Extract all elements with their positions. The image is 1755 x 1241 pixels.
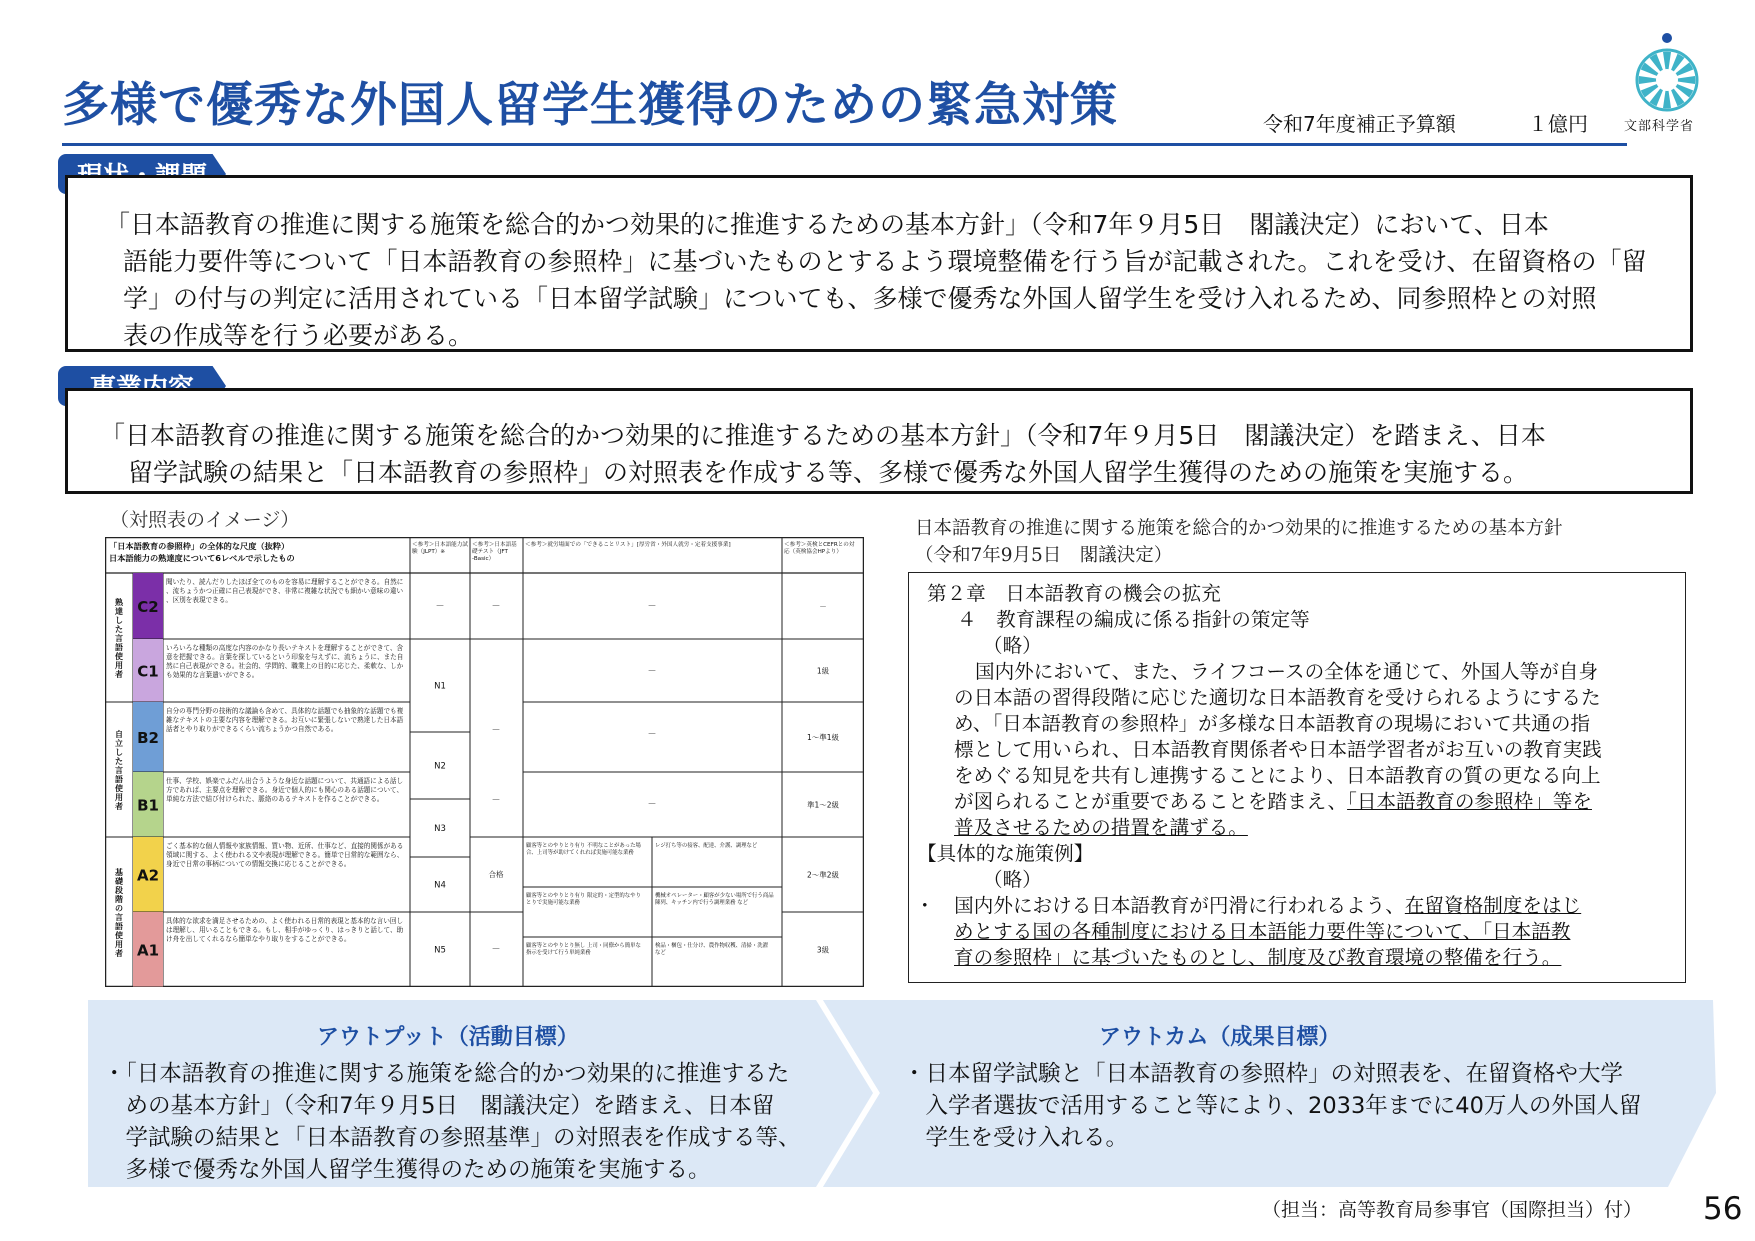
- table-col-header: 験（JLPT）※: [412, 549, 446, 555]
- group-label: 者: [115, 949, 123, 958]
- level-code: B1: [137, 796, 159, 815]
- group-label: 使: [115, 931, 123, 940]
- quote-omitted: （略）: [983, 634, 1042, 657]
- jft-cell: 合格: [488, 870, 504, 879]
- group-label: 自: [115, 730, 123, 739]
- outcome-line: 入学者選抜で活用すること等により、2033年までに40万人の外国人留: [903, 1093, 1642, 1119]
- group-label: し: [115, 616, 123, 625]
- quote-underlined: 普及させるための措置を講ずる。: [954, 816, 1248, 839]
- group-label: 達: [115, 607, 123, 616]
- current-line: 学」の付与の判定に活用されている「日本留学試験」についても、多様で優秀な外国人留学生を受け入れるため、同参照枠との対照: [123, 284, 1597, 313]
- outcome-line: ・日本留学試験と「日本語教育の参照枠」の対照表を、在留資格や大学: [903, 1061, 1624, 1087]
- table-col-header: 礎テスト（JFT: [472, 549, 508, 555]
- level-description: 話者とやり取りができるくらい流ちょうかつ自然である。: [166, 725, 338, 733]
- policy-title-line: 日本語教育の推進に関する施策を総合的かつ効果的に推進するための基本方針: [915, 518, 1563, 539]
- jlpt-cell: N3: [434, 824, 446, 834]
- table-col-header: 応（英検協会HPより）: [784, 549, 842, 555]
- jlpt-cell: N5: [434, 945, 446, 956]
- eiken-cell: 2～準2級: [806, 870, 840, 880]
- work-cell: －: [647, 730, 657, 740]
- business-content-box: [65, 388, 1693, 494]
- group-label: 語: [115, 643, 123, 652]
- level-description: 、区別を表現できる。: [166, 596, 232, 604]
- group-label: 礎: [115, 877, 123, 886]
- work-cell: －: [647, 800, 657, 810]
- quote-bullet: ・ 国内外における日本語教育が円滑に行われるよう、: [915, 894, 1405, 917]
- group-label: 使: [115, 784, 123, 793]
- eiken-cell: 1級: [816, 666, 830, 676]
- level-description: 聞いたり、読んだりしたほぼ全てのものを容易に理解することができる。自然に: [166, 578, 404, 586]
- table-col-header: -Basic）: [472, 556, 495, 562]
- level-description: ごく基本的な個人情報や家族情報、買い物、近所、仕事など、直接的関係がある: [166, 842, 404, 850]
- level-description: も効果的な言葉遣いができる。: [166, 671, 259, 679]
- level-description: 意を把握できる。言葉を探しているという印象を与えずに、流ちょうに、また自: [166, 653, 404, 661]
- current-line: 語能力要件等について「日本語教育の参照枠」に基づいたものとするよう環境整備を行う旨が記載された。これを受け、在留資格の「留: [123, 247, 1647, 276]
- jlpt-cell: －: [435, 602, 445, 612]
- quote-body-line: をめぐる知見を共有し連携することにより、日本語教育の質の更なる向上: [954, 764, 1601, 787]
- level-description: は理解し、用いることもできる。もし、相手がゆっくり、はっきりと話して、助: [166, 926, 404, 934]
- policy-title: [915, 515, 1563, 569]
- table-header-text: 「日本語教育の参照枠」の全体的な尺度（抜粋）: [109, 541, 290, 551]
- output-line: 多様で優秀な外国人留学生獲得のための施策を実施する。: [103, 1157, 711, 1183]
- work-cell: レジ打ち等の接客、配達、介護、調理など: [655, 843, 758, 849]
- group-label: 立: [115, 739, 123, 748]
- table-col-header: ＜参考＞就労場面での「できることリスト」[厚労省・外国人就労・定着支援事業]: [525, 542, 731, 548]
- quote-examples-heading: 【具体的な施策例】: [917, 842, 1094, 865]
- eiken-cell: 1～準1級: [806, 733, 840, 742]
- current-line: 表の作成等を行う必要がある。: [123, 321, 474, 350]
- group-label: の: [115, 904, 123, 913]
- comparison-table-image: [105, 537, 864, 987]
- work-cell: 顧客等とのやりとり無し 上司・同僚から簡単な: [526, 943, 641, 949]
- group-label: 者: [115, 802, 123, 811]
- level-code: B2: [137, 729, 159, 747]
- group-label: 語: [115, 775, 123, 784]
- quote-underlined: めとする国の各種制度における日本語能力要件等について、「日本語教: [954, 920, 1571, 943]
- eiken-cell: －: [819, 602, 827, 611]
- level-code: A2: [136, 866, 160, 885]
- page-number: 56: [1703, 1191, 1743, 1227]
- level-description: 、流ちょうかつ正確に自己表現ができ、非常に複雑な状況でも細かい意味の違い: [166, 587, 404, 595]
- group-label: 用: [115, 661, 123, 670]
- table-col-header: ＜参考＞英検とCEFRとの対: [784, 542, 855, 548]
- level-description: 身近で日常の事柄についての情報交換に応じることができる。: [166, 860, 351, 868]
- work-cell: 機械オペレーター・顧客が少ない場所で行う商品: [655, 893, 774, 899]
- eiken-cell: 準1～2級: [806, 800, 840, 810]
- outcome-line: 学生を受け入れる。: [903, 1125, 1129, 1151]
- level-description: 雑なテキストの主要な内容を理解できる。お互いに緊張しないで熟達した日本語: [166, 716, 404, 724]
- quote-chapter: 第２章 日本語教育の機会の拡充: [927, 582, 1221, 605]
- level-description: 方であれば、主要点を理解できる。身近で個人的にも関心のある話題について、: [166, 786, 404, 794]
- group-label: 基: [115, 868, 123, 877]
- group-label: し: [115, 748, 123, 757]
- business-line: 留学試験の結果と「日本語教育の参照枠」の対照表を作成する等、多様で優秀な外国人留学生獲得のための施策を実施する。: [128, 458, 1529, 487]
- work-cell: とりで実施可能な業務: [526, 900, 580, 906]
- work-cell: など: [655, 950, 666, 956]
- budget-value: １億円: [1528, 112, 1588, 136]
- quote-underlined: 育の参照枠」に基づいたものとし、制度及び教育環境の整備を行う。: [954, 946, 1562, 969]
- output-title: アウトプット（活動目標）: [317, 1025, 579, 1050]
- group-label: た: [115, 625, 123, 634]
- group-label: 使: [115, 652, 123, 661]
- group-label: 階: [115, 895, 123, 904]
- jft-cell: －: [491, 602, 501, 612]
- output-line: めの基本方針」（令和7年９月5日 閣議決定）を踏まえ、日本留: [103, 1093, 775, 1119]
- policy-quote-box: [908, 572, 1686, 983]
- work-cell: 合、上司等が助けてくれれば実施可能な業務: [526, 850, 634, 856]
- group-label: 用: [115, 793, 123, 802]
- output-panel: [88, 1000, 848, 1187]
- group-label: 段: [115, 886, 123, 895]
- current-line: 「日本語教育の推進に関する施策を総合的かつ効果的に推進するための基本方針」（令和7年９月5日 閣議決定）において、日本: [105, 210, 1549, 239]
- table-header-text: 日本語能力の熟達度について6レベルで示したもの: [109, 553, 295, 563]
- current-issues-box: [65, 175, 1693, 352]
- work-cell: －: [647, 602, 657, 612]
- jft-cell: －: [491, 945, 501, 955]
- level-description: いろいろな種類の高度な内容のかなり長いテキストを理解することができて、含: [166, 644, 404, 652]
- jlpt-cell: N2: [434, 761, 446, 772]
- level-description: 然に自己表現ができる。社会的、学問的、職業上の目的に応じた、柔軟な、しか: [166, 662, 404, 670]
- jlpt-cell: N1: [434, 681, 446, 692]
- quote-subsection: ４ 教育課程の編成に係る指針の策定等: [957, 608, 1310, 631]
- level-code: C2: [137, 598, 159, 616]
- quote-body-line: が図られることが重要であることを踏まえ、: [954, 790, 1348, 813]
- policy-title-line: （令和7年9月5日 閣議決定）: [915, 545, 1173, 566]
- jlpt-cell: N4: [434, 880, 446, 891]
- quote-body-line: 国内外において、また、ライフコースの全体を通じて、外国人等が自身: [975, 660, 1599, 683]
- group-label: 言: [115, 634, 123, 643]
- outcome-title: アウトカム（成果目標）: [1099, 1025, 1341, 1050]
- table-col-header: ＜参考＞日本語基: [472, 542, 517, 548]
- ministry-name: 文部科学省: [1624, 119, 1695, 134]
- quote-omitted: （略）: [983, 868, 1042, 891]
- jft-cell: －: [491, 796, 501, 806]
- eiken-cell: 3級: [816, 945, 830, 955]
- group-label: 言: [115, 913, 123, 922]
- footer-contact-note: （担当：高等教育局参事官（国際担当）付）: [1262, 1199, 1643, 1221]
- work-cell: 顧客等とのやりとり有り 限定的・定型的なやり: [526, 893, 641, 899]
- table-col-header: ＜参考＞日本語能力試: [412, 542, 468, 548]
- group-label: 言: [115, 766, 123, 775]
- budget-label: 令和7年度補正予算額: [1263, 112, 1456, 136]
- group-label: 熟: [115, 598, 123, 607]
- quote-body-line: 標として用いられ、日本語教育関係者や日本語学習者がお互いの教育実践: [954, 738, 1602, 761]
- quote-underlined: 「日本語教育の参照枠」等を: [1347, 790, 1592, 813]
- quote-underlined: 在留資格制度をはじ: [1404, 894, 1582, 917]
- group-label: 用: [115, 940, 123, 949]
- group-label: 者: [115, 670, 123, 679]
- level-description: 領域に関する、よく使われる文や表現が理解できる。簡単で日常的な範囲なら、: [166, 851, 404, 859]
- work-cell: 検品・梱包・仕分け、農作物収穫、清掃・洗濯: [655, 943, 768, 949]
- work-cell: 指示を受けて行う単純業務: [526, 950, 591, 956]
- level-code: A1: [136, 941, 160, 960]
- work-cell: 陳列、キッチン内で行う調理業務 など: [655, 900, 748, 906]
- level-description: け舟を出してくれるなら簡単なやり取りをすることができる。: [166, 935, 351, 943]
- page-title: 多様で優秀な外国人留学生獲得のための緊急対策: [62, 78, 1118, 133]
- output-line: ・「日本語教育の推進に関する施策を総合的かつ効果的に推進するた: [103, 1061, 790, 1087]
- work-cell: －: [647, 667, 657, 677]
- level-description: 仕事、学校、娯楽でふだん出合うような身近な話題について、共通語による話し: [166, 777, 404, 785]
- group-label: 語: [115, 922, 123, 931]
- table-caption: （対照表のイメージ）: [110, 509, 300, 531]
- group-label: た: [115, 757, 123, 766]
- level-description: 具体的な欲求を満足させるための、よく使われる日常的表現と基本的な言い回し: [166, 917, 404, 925]
- jft-cell: －: [491, 726, 501, 736]
- output-line: 学試験の結果と「日本語教育の参照基準」の対照表を作成する等、: [103, 1125, 801, 1151]
- level-description: 自分の専門分野の技術的な議論も含めて、具体的な話題でも抽象的な話題でも複: [166, 707, 404, 715]
- level-description: 単純な方法で結び付けられた、脈絡のあるテキストを作ることができる。: [166, 795, 384, 803]
- quote-body-line: の日本語の習得段階に応じた適切な日本語教育を受けられるようにするた: [954, 686, 1601, 709]
- title-underline: [62, 143, 1627, 146]
- outcome-panel: [823, 1000, 1703, 1187]
- level-code: C1: [137, 662, 159, 681]
- business-line: 「日本語教育の推進に関する施策を総合的かつ効果的に推進するための基本方針」（令和7年９月5日 閣議決定）を踏まえ、日本: [100, 421, 1546, 450]
- quote-body-line: め、「日本語教育の参照枠」が多様な日本語教育の現場において共通の指: [954, 712, 1591, 735]
- work-cell: 顧客等とのやりとり有り 不明なことがあった場: [526, 843, 641, 849]
